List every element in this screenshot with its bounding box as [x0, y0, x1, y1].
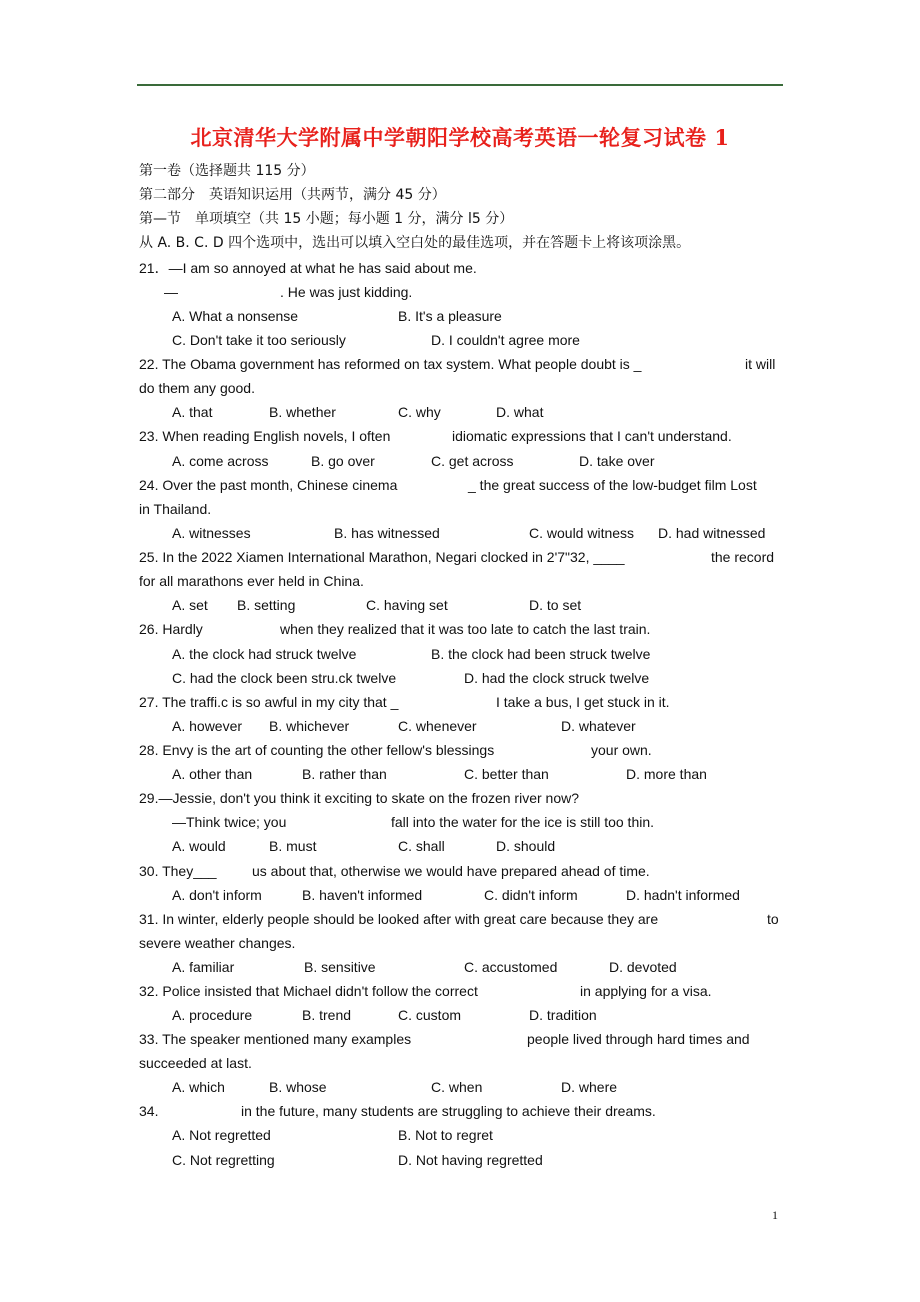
- option-b: B. It's a pleasure: [398, 308, 502, 324]
- option-c: C. had the clock been stru.ck twelve: [172, 670, 397, 686]
- question-stem-cont: I take a bus, I get stuck in it.: [496, 694, 670, 710]
- instructions: 从 A. B. C. D 四个选项中，选出可以填入空白处的最佳选项，并在答题卡上将该项涂黑。: [139, 235, 691, 251]
- page-number: 1: [772, 1208, 778, 1222]
- question-stem: 23. When reading English novels, I often: [139, 428, 391, 444]
- option-c: C. having set: [366, 597, 448, 613]
- option-b: B. trend: [302, 1007, 352, 1023]
- option-b: B. Not to regret: [398, 1127, 493, 1143]
- option-c: C. accustomed: [464, 959, 558, 975]
- option-d: D. had the clock struck twelve: [464, 670, 650, 686]
- option-b: B. whether: [269, 404, 336, 420]
- option-b: B. setting: [237, 597, 296, 613]
- question-stem-cont: succeeded at last.: [139, 1055, 252, 1071]
- question-stem-cont: _ the great success of the low-budget film Lost: [468, 477, 757, 493]
- option-c: C. custom: [398, 1007, 462, 1023]
- option-d: D. where: [561, 1079, 618, 1095]
- question-stem: 27. The traffi.c is so awful in my city that _: [139, 694, 399, 710]
- option-a: A. however: [172, 718, 243, 734]
- option-d: D. hadn't informed: [626, 887, 740, 903]
- heading-part: 第二部分 英语知识运用（共两节，满分 45 分）: [139, 187, 446, 203]
- question-stem-cont: severe weather changes.: [139, 935, 296, 951]
- question-stem-cont: in applying for a visa.: [580, 983, 712, 999]
- question-stem: 30. They___: [139, 863, 217, 879]
- heading-section: 第—节 单项填空（共 15 小题；每小题 1 分，满分 l5 分）: [139, 211, 514, 227]
- option-c: C. get across: [431, 453, 514, 469]
- option-a: A. familiar: [172, 959, 235, 975]
- option-c: C. why: [398, 404, 441, 420]
- option-d: D. Not having regretted: [398, 1152, 543, 1168]
- question-stem: 22. The Obama government has reformed on tax system. What people doubt is _: [139, 356, 642, 372]
- option-a: A. Not regretted: [172, 1127, 271, 1143]
- page-title: 北京清华大学附属中学朝阳学校高考英语一轮复习试卷 1: [190, 125, 730, 150]
- option-d: D. more than: [626, 766, 707, 782]
- option-a: A. the clock had struck twelve: [172, 646, 357, 662]
- reply-text: . He was just kidding.: [280, 284, 413, 300]
- option-b: B. rather than: [302, 766, 387, 782]
- question-stem-cont: us about that, otherwise we would have prepared ahead of time.: [252, 863, 650, 879]
- option-b: B. the clock had been struck twelve: [431, 646, 651, 662]
- option-b: B. whose: [269, 1079, 327, 1095]
- question-stem: 26. Hardly: [139, 621, 203, 637]
- question-stem-cont: when they realized that it was too late to catch the last train.: [280, 621, 651, 637]
- option-a: A. come across: [172, 453, 269, 469]
- option-d: D. had witnessed: [658, 525, 766, 541]
- option-c: C. Not regretting: [172, 1152, 275, 1168]
- question-stem: 25. In the 2022 Xiamen International Marathon, Negari clocked in 2'7"32, ____: [139, 549, 625, 565]
- heading-volume: 第一卷（选择题共 115 分）: [139, 163, 315, 179]
- option-d: D. devoted: [609, 959, 677, 975]
- question-stem-cont: your own.: [591, 742, 652, 758]
- option-d: D. tradition: [529, 1007, 597, 1023]
- question-stem-cont: in Thailand.: [139, 501, 212, 517]
- question-stem: 31. In winter, elderly people should be looked after with great care because they are: [139, 911, 659, 927]
- question-stem: 33. The speaker mentioned many examples: [139, 1031, 412, 1047]
- question-stem-cont: do them any good.: [139, 380, 255, 396]
- option-a: A. procedure: [172, 1007, 253, 1023]
- option-a: A. which: [172, 1079, 225, 1095]
- header-rule: [137, 84, 783, 86]
- option-c: C. didn't inform: [484, 887, 578, 903]
- option-c: C. whenever: [398, 718, 477, 734]
- option-c: C. Don't take it too seriously: [172, 332, 346, 348]
- option-d: D. take over: [579, 453, 655, 469]
- reply-text-cont: fall into the water for the ice is still too thin.: [391, 814, 655, 830]
- option-d: D. I couldn't agree more: [431, 332, 580, 348]
- question-stem-cont: for all marathons ever held in China.: [139, 573, 364, 589]
- question-stem-cont: people lived through hard times and: [527, 1031, 750, 1047]
- question-stem: 21．—I am so annoyed at what he has said about me.: [139, 260, 477, 276]
- option-c: C. better than: [464, 766, 549, 782]
- option-d: D. should: [496, 838, 556, 854]
- question-stem: 28. Envy is the art of counting the other fellow's blessings: [139, 742, 495, 758]
- question-stem: 29.—Jessie, don't you think it exciting to skate on the frozen river now?: [139, 790, 580, 806]
- question-stem-cont: it will: [745, 356, 776, 372]
- reply-text: —Think twice; you: [172, 814, 287, 830]
- question-stem-cont: idiomatic expressions that I can't understand.: [452, 428, 732, 444]
- option-b: B. whichever: [269, 718, 350, 734]
- option-a: A. set: [172, 597, 208, 613]
- option-c: C. when: [431, 1079, 483, 1095]
- question-stem-cont: in the future, many students are struggling to achieve their dreams.: [241, 1103, 656, 1119]
- option-b: B. go over: [311, 453, 375, 469]
- option-b: B. has witnessed: [334, 525, 440, 541]
- option-a: A. that: [172, 404, 213, 420]
- option-b: B. must: [269, 838, 317, 854]
- option-a: A. other than: [172, 766, 253, 782]
- option-a: A. would: [172, 838, 226, 854]
- option-c: C. shall: [398, 838, 445, 854]
- question-stem: 32. Police insisted that Michael didn't follow the correct: [139, 983, 478, 999]
- option-a: A. don't inform: [172, 887, 262, 903]
- option-d: D. whatever: [561, 718, 636, 734]
- option-d: D. what: [496, 404, 544, 420]
- question-stem-cont: to: [767, 911, 779, 927]
- option-c: C. would witness: [529, 525, 635, 541]
- option-d: D. to set: [529, 597, 582, 613]
- question-stem: 24. Over the past month, Chinese cinema: [139, 477, 398, 493]
- option-a: A. What a nonsense: [172, 308, 299, 324]
- question-stem-cont: the record: [711, 549, 775, 565]
- option-a: A. witnesses: [172, 525, 251, 541]
- reply-dash: —: [164, 284, 178, 300]
- option-b: B. sensitive: [304, 959, 376, 975]
- option-b: B. haven't informed: [302, 887, 423, 903]
- question-stem: 34.: [139, 1103, 159, 1119]
